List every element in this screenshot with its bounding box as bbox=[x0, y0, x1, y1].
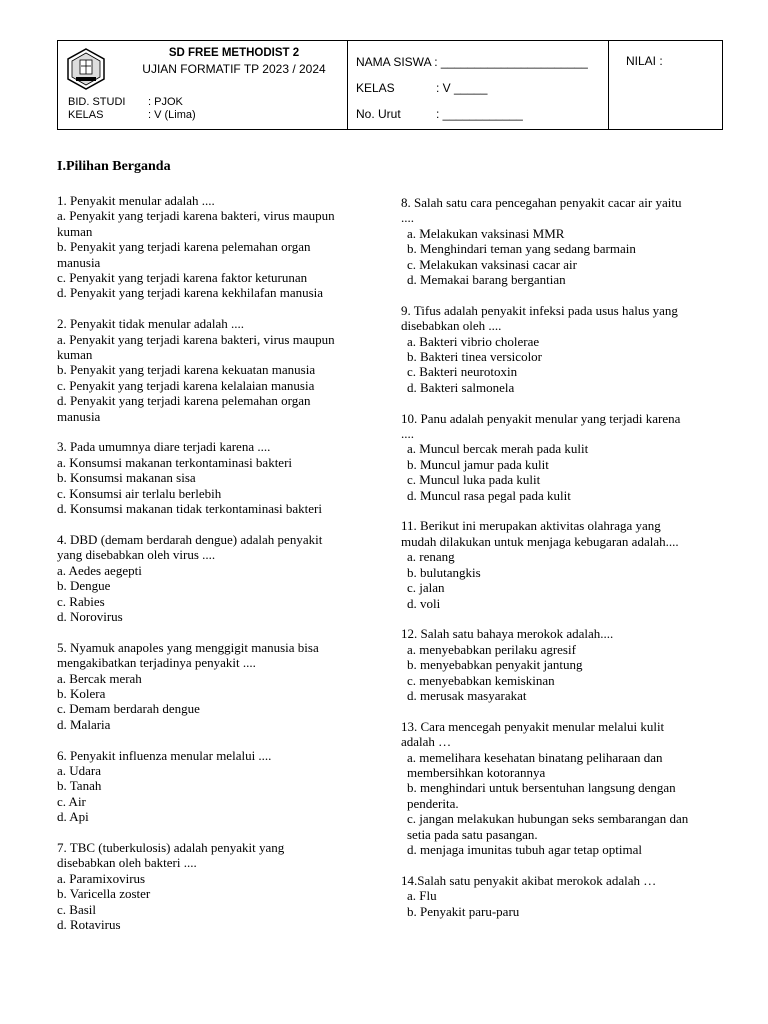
question-text: 11. Berikut ini merupakan aktivitas olahraga yang bbox=[401, 518, 661, 534]
right-question-column bbox=[401, 195, 729, 934]
question-text: 12. Salah satu bahaya merokok adalah.... bbox=[401, 626, 614, 642]
question-text: 1. Penyakit menular adalah .... bbox=[57, 193, 215, 208]
question-text: .... bbox=[401, 426, 414, 442]
answer-option: a. Bakteri vibrio cholerae bbox=[407, 333, 540, 349]
answer-option: b. Kolera bbox=[57, 685, 106, 701]
question-text: 6. Penyakit influenza menular melalui .... bbox=[57, 747, 272, 763]
score-cell bbox=[609, 41, 722, 129]
left-question-column bbox=[57, 193, 375, 948]
answer-option: b. menghindari untuk bersentuhan langsung dengan bbox=[407, 780, 676, 796]
answer-option: b. bulutangkis bbox=[407, 564, 481, 580]
answer-option: a. Penyakit yang terjadi karena bakteri, virus maupun bbox=[57, 331, 335, 347]
question-text: disebabkan oleh .... bbox=[401, 318, 502, 334]
answer-option: a. Muncul bercak merah pada kulit bbox=[407, 441, 589, 457]
answer-option: a. Udara bbox=[57, 762, 102, 778]
answer-option: d. Bakteri salmonela bbox=[407, 379, 515, 395]
question-text: 10. Panu adalah penyakit menular yang terjadi karena bbox=[401, 410, 681, 426]
student-info-cell bbox=[348, 41, 609, 129]
answer-option: a. memelihara kesehatan binatang peliharaan dan bbox=[407, 749, 663, 765]
answer-option: b. Varicella zoster bbox=[57, 886, 151, 902]
class-label: KELAS bbox=[68, 109, 104, 121]
student-name-row bbox=[356, 55, 588, 69]
student-name-label: NAMA SISWA : bbox=[356, 55, 438, 69]
answer-option: d. voli bbox=[407, 595, 441, 611]
answer-option: d. Rotavirus bbox=[57, 917, 121, 932]
question-text: 7. TBC (tuberkulosis) adalah penyakit yang bbox=[57, 839, 285, 855]
answer-option: d. Api bbox=[57, 809, 89, 825]
answer-option: a. Bercak merah bbox=[57, 670, 142, 686]
answer-option: c. Melakukan vaksinasi cacar air bbox=[407, 256, 578, 272]
question-item bbox=[401, 518, 729, 610]
answer-option: d. Penyakit yang terjadi karena pelemahan organ bbox=[57, 393, 311, 409]
answer-option: a. menyebabkan perilaku agresif bbox=[407, 641, 576, 657]
question-text: adalah … bbox=[401, 734, 452, 750]
answer-option: b. Penyakit yang terjadi karena kekuatan manusia bbox=[57, 362, 316, 378]
answer-option: b. Tanah bbox=[57, 778, 102, 794]
question-item bbox=[401, 195, 729, 287]
answer-option: b. Bakteri tinea versicolor bbox=[407, 349, 543, 365]
question-text: disebabkan oleh bakteri .... bbox=[57, 855, 197, 871]
answer-option: c. Air bbox=[57, 793, 86, 809]
answer-option: a. Aedes aegepti bbox=[57, 562, 142, 578]
answer-option: kuman bbox=[57, 347, 93, 363]
question-item bbox=[401, 303, 729, 395]
answer-option: c. Demam berdarah dengue bbox=[57, 701, 200, 717]
answer-option: c. menyebabkan kemiskinan bbox=[407, 672, 555, 688]
question-text: 8. Salah satu cara pencegahan penyakit cacar air yaitu bbox=[401, 195, 682, 210]
answer-option: a. Konsumsi makanan terkontaminasi bakteri bbox=[57, 454, 293, 470]
answer-option: c. Bakteri neurotoxin bbox=[407, 364, 518, 380]
answer-option: d. Norovirus bbox=[57, 608, 123, 624]
exam-title: UJIAN FORMATIF TP 2023 / 2024 bbox=[142, 62, 326, 76]
answer-option: b. menyebabkan penyakit jantung bbox=[407, 657, 583, 673]
subject-row bbox=[68, 96, 183, 108]
answer-option: c. jalan bbox=[407, 580, 445, 596]
question-item bbox=[57, 316, 375, 424]
question-item bbox=[57, 640, 375, 732]
class-value: : V (Lima) bbox=[148, 109, 196, 121]
answer-option: b. Penyakit yang terjadi karena pelemahan organ bbox=[57, 239, 311, 255]
subject-label: BID. STUDI bbox=[68, 96, 126, 108]
student-name-field[interactable]: ______________________ bbox=[440, 55, 588, 69]
question-text: 4. DBD (demam berdarah dengue) adalah penyakit bbox=[57, 531, 323, 547]
answer-option: penderita. bbox=[407, 795, 459, 811]
question-text: 13. Cara mencegah penyakit menular melalui kulit bbox=[401, 718, 665, 734]
answer-option: d. Memakai barang bergantian bbox=[407, 272, 566, 288]
answer-option: d. Penyakit yang terjadi karena kekhilafan manusia bbox=[57, 285, 324, 301]
answer-option: a. Melakukan vaksinasi MMR bbox=[407, 225, 565, 241]
answer-option: d. merusak masyarakat bbox=[407, 687, 527, 703]
question-text: mudah dilakukan untuk menjaga kebugaran adalah.... bbox=[401, 533, 679, 549]
answer-option: c. Penyakit yang terjadi karena kelalaian manusia bbox=[57, 377, 315, 393]
answer-option: d. menjaga imunitas tubuh agar tetap optimal bbox=[407, 841, 643, 857]
student-class-row bbox=[356, 81, 487, 95]
answer-option: a. Flu bbox=[407, 888, 437, 904]
answer-option: c. Rabies bbox=[57, 593, 105, 609]
answer-option: c. Konsumsi air terlalu berlebih bbox=[57, 485, 222, 501]
question-item bbox=[57, 193, 375, 301]
student-number-field[interactable]: : ____________ bbox=[436, 107, 523, 121]
question-item bbox=[401, 411, 729, 503]
question-text: .... bbox=[401, 210, 414, 226]
school-name: SD FREE METHODIST 2 bbox=[168, 47, 300, 59]
question-item bbox=[401, 873, 729, 919]
answer-option: b. Penyakit paru-paru bbox=[407, 903, 520, 919]
answer-option: membersihkan kotorannya bbox=[407, 764, 546, 780]
question-text: mengakibatkan terjadinya penyakit .... bbox=[57, 655, 256, 671]
score-label: NILAI : bbox=[626, 54, 663, 68]
question-item bbox=[401, 626, 729, 703]
student-number-row bbox=[356, 107, 523, 121]
subject-value: : PJOK bbox=[148, 96, 183, 108]
student-class-label: KELAS bbox=[356, 81, 395, 95]
answer-option: a. renang bbox=[407, 549, 455, 565]
answer-option: manusia bbox=[57, 408, 101, 424]
answer-option: a. Paramixovirus bbox=[57, 870, 146, 886]
answer-option: b. Konsumsi makanan sisa bbox=[57, 470, 196, 486]
student-class-field[interactable]: : V _____ bbox=[436, 81, 488, 95]
answer-option: manusia bbox=[57, 254, 101, 270]
answer-option: c. Basil bbox=[57, 901, 96, 917]
exam-header bbox=[57, 40, 723, 130]
answer-option: d. Muncul rasa pegal pada kulit bbox=[407, 487, 571, 503]
answer-option: d. Konsumsi makanan tidak terkontaminasi bakteri bbox=[57, 501, 322, 517]
question-text: 5. Nyamuk anapoles yang menggigit manusia bisa bbox=[57, 639, 319, 655]
question-item bbox=[401, 719, 729, 858]
answer-option: b. Dengue bbox=[57, 578, 111, 594]
question-item bbox=[57, 532, 375, 624]
answer-option: c. jangan melakukan hubungan seks sembarangan dan bbox=[407, 811, 689, 827]
answer-option: kuman bbox=[57, 223, 93, 239]
answer-option: c. Penyakit yang terjadi karena faktor keturunan bbox=[57, 270, 308, 286]
question-text: 3. Pada umumnya diare terjadi karena .... bbox=[57, 439, 271, 455]
question-item bbox=[57, 748, 375, 825]
section-title: I.Pilihan Berganda bbox=[57, 159, 171, 174]
question-text: yang disebabkan oleh virus .... bbox=[57, 547, 216, 563]
school-info-cell bbox=[58, 41, 348, 129]
answer-option: c. Muncul luka pada kulit bbox=[407, 472, 541, 488]
student-number-label: No. Urut bbox=[356, 107, 401, 121]
answer-option: d. Malaria bbox=[57, 716, 111, 732]
question-item bbox=[57, 439, 375, 516]
question-text: 9. Tifus adalah penyakit infeksi pada usus halus yang bbox=[401, 302, 678, 318]
answer-option: a. Penyakit yang terjadi karena bakteri, virus maupun bbox=[57, 208, 335, 224]
class-row bbox=[68, 109, 196, 121]
question-text: 2. Penyakit tidak menular adalah .... bbox=[57, 316, 245, 332]
answer-option: setia pada satu pasangan. bbox=[407, 826, 538, 842]
answer-option: b. Menghindari teman yang sedang barmain bbox=[407, 241, 636, 257]
question-text: 14.Salah satu penyakit akibat merokok adalah … bbox=[401, 872, 657, 888]
school-emblem-icon bbox=[64, 47, 108, 91]
answer-option: b. Muncul jamur pada kulit bbox=[407, 456, 549, 472]
question-item bbox=[57, 840, 375, 932]
